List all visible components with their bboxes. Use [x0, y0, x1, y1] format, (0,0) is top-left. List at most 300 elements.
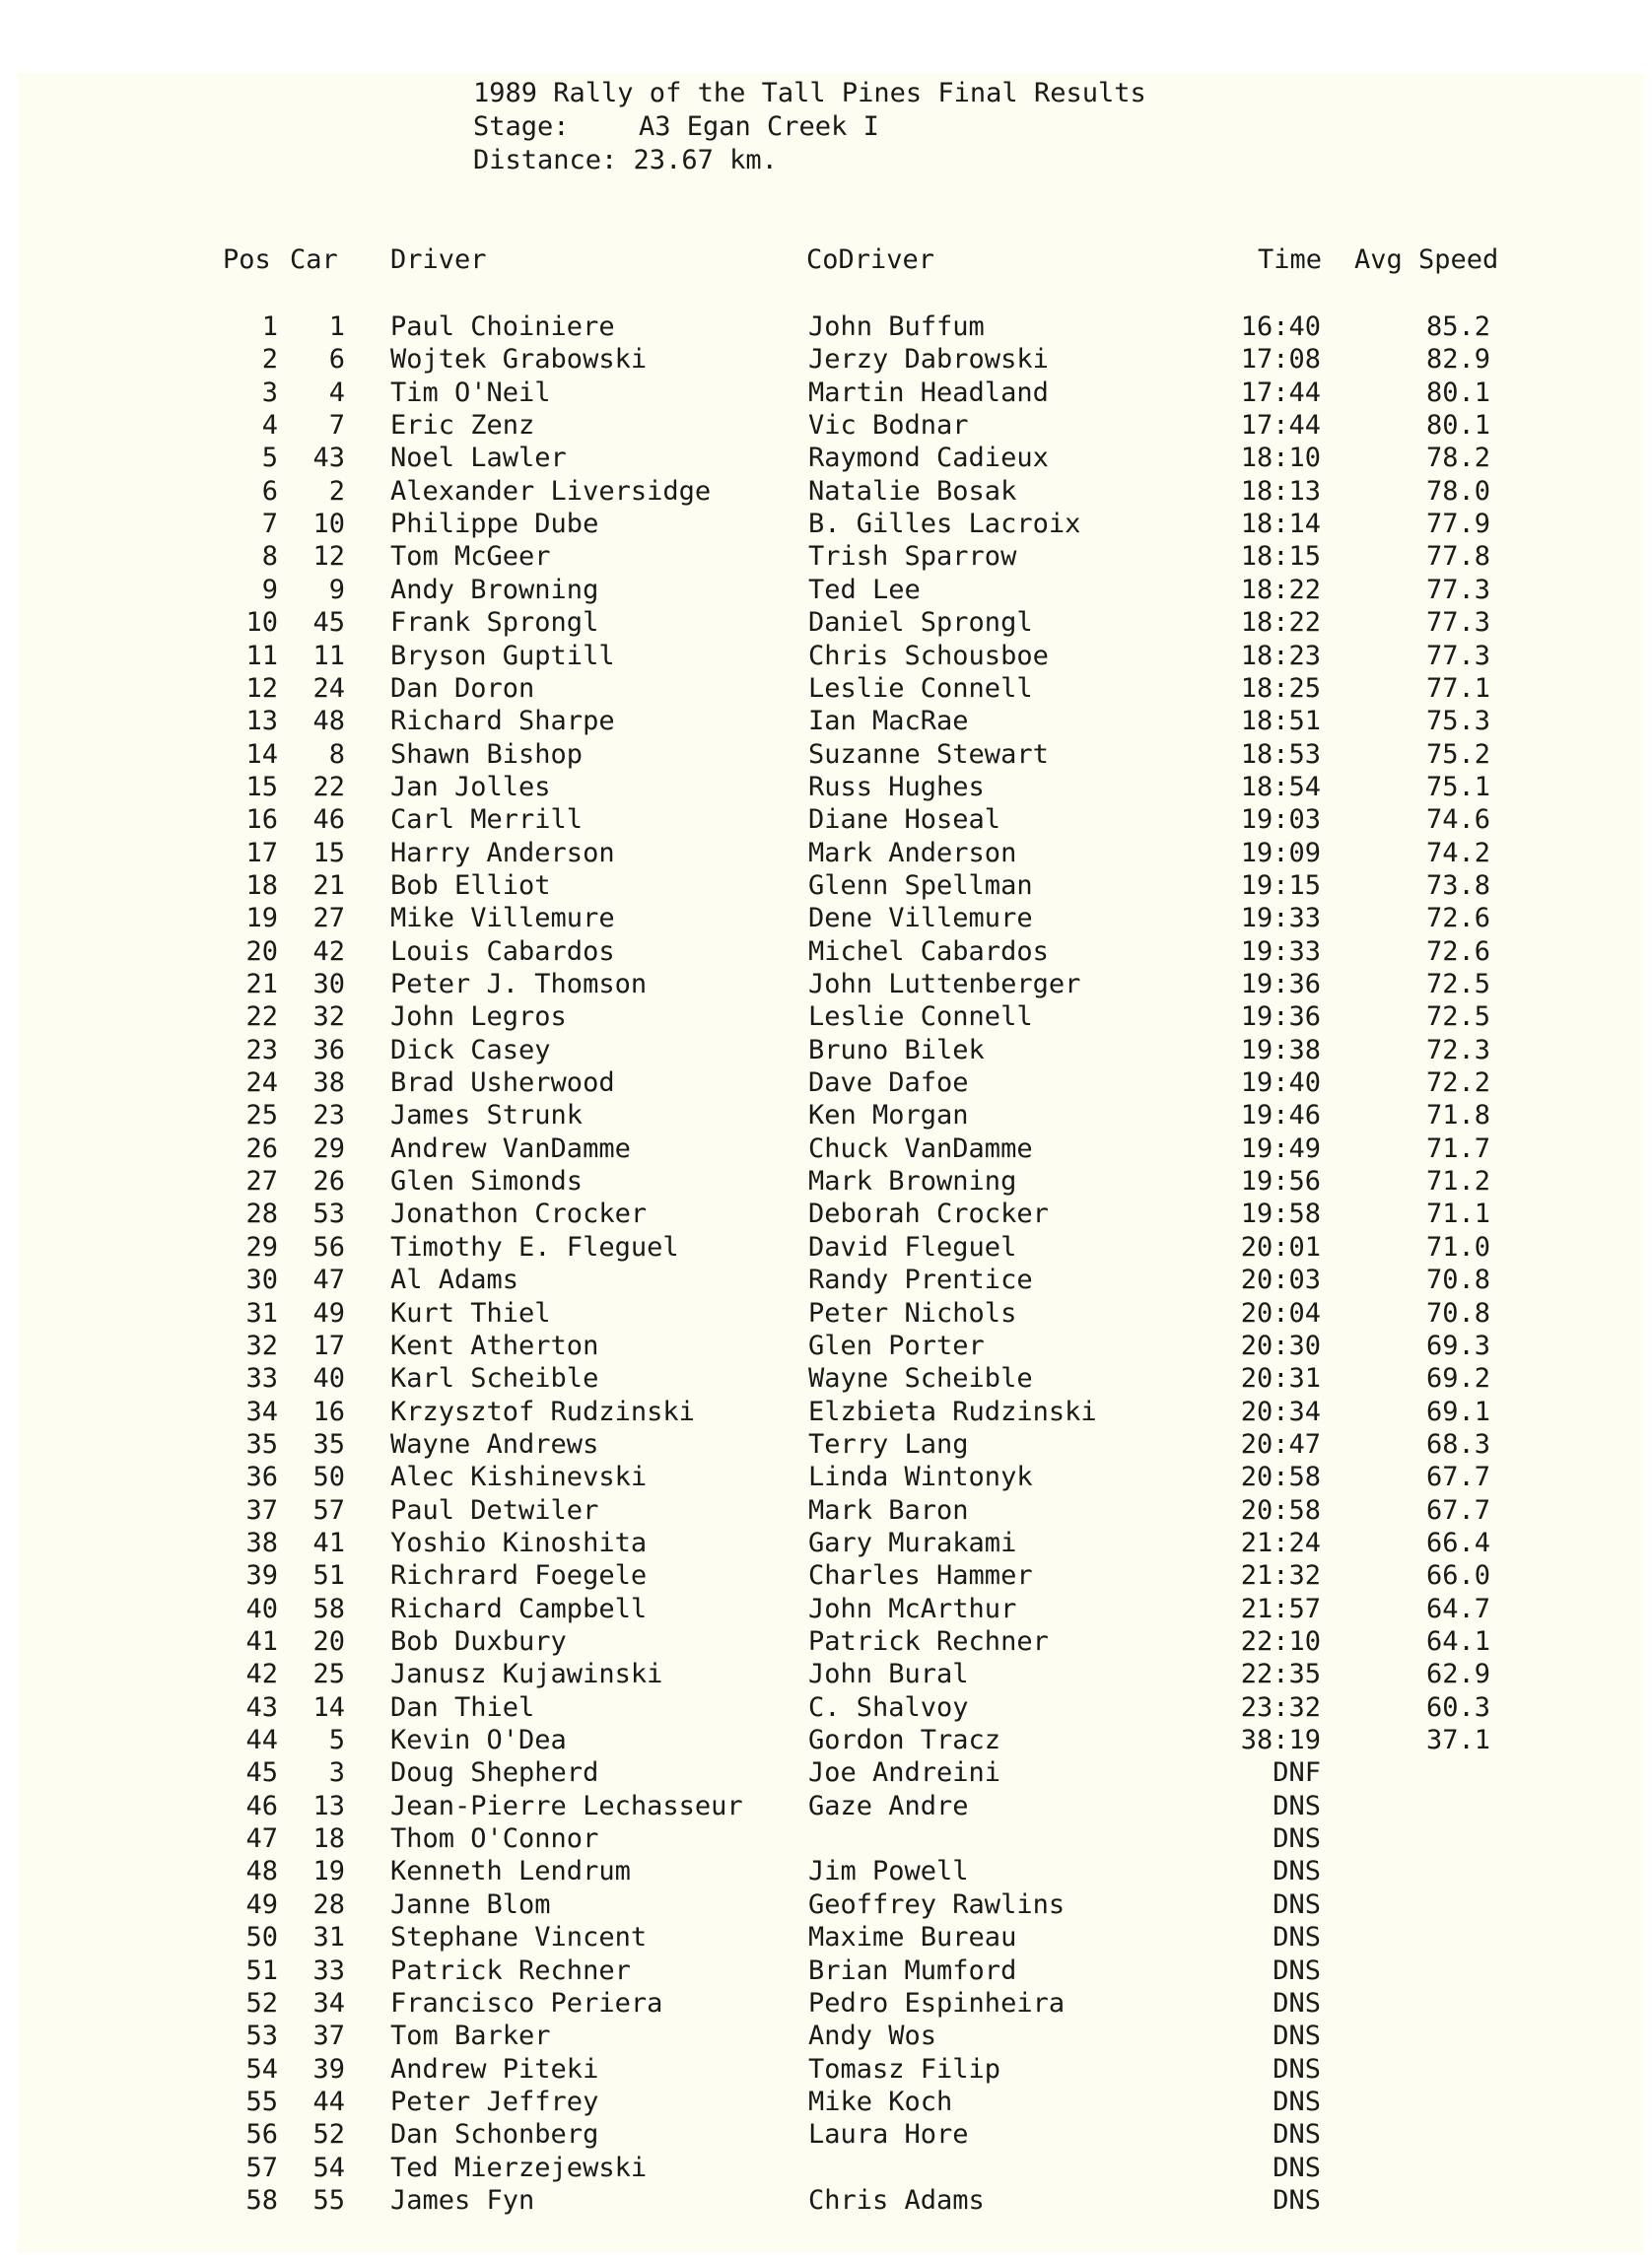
car-cell: 34 [312, 1987, 345, 2019]
pos-cell: 38 [245, 1527, 278, 1558]
table-row [0, 673, 1652, 706]
driver-cell: Kent Atherton [390, 1330, 599, 1361]
codriver-cell: Natalie Bosak [808, 475, 1017, 507]
table-row [0, 1133, 1652, 1166]
codriver-cell: Brian Mumford [808, 1954, 1017, 1986]
table-row [0, 607, 1652, 640]
car-cell: 24 [312, 672, 345, 704]
time-cell: DNS [1273, 1823, 1321, 1855]
car-cell: 15 [312, 837, 345, 868]
avg-speed-cell: 67.7 [1425, 1462, 1490, 1493]
car-cell: 23 [312, 1100, 345, 1132]
car-cell: 35 [312, 1428, 345, 1460]
driver-cell: Ted Mierzejewski [390, 2152, 648, 2183]
driver-cell: Kurt Thiel [390, 1297, 551, 1329]
time-cell: 19:40 [1240, 1067, 1321, 1099]
time-cell: 23:32 [1240, 1691, 1321, 1723]
pos-cell: 31 [245, 1297, 278, 1329]
avg-speed-cell: 80.1 [1425, 410, 1490, 442]
codriver-cell: Jim Powell [808, 1856, 969, 1887]
avg-speed-cell: 64.1 [1425, 1626, 1490, 1657]
time-cell: DNS [1273, 1888, 1321, 1920]
table-row [0, 2153, 1652, 2185]
pos-cell: 2 [261, 344, 278, 376]
time-cell: 19:58 [1240, 1199, 1321, 1230]
codriver-cell: John Buffum [808, 311, 985, 342]
col-header-codriver: CoDriver [806, 244, 935, 275]
driver-cell: Jean-Pierre Lechasseur [390, 1790, 743, 1821]
codriver-cell: Martin Headland [808, 377, 1049, 408]
car-cell: 39 [312, 2053, 345, 2085]
car-cell: 38 [312, 1067, 345, 1099]
table-row [0, 1232, 1652, 1265]
codriver-cell: Ian MacRae [808, 706, 969, 737]
time-cell: 19:46 [1240, 1100, 1321, 1132]
car-cell: 4 [328, 377, 345, 408]
pos-cell: 14 [245, 738, 278, 770]
codriver-cell: John Bural [808, 1659, 969, 1690]
table-row [0, 1166, 1652, 1199]
table-row [0, 1429, 1652, 1462]
col-header-time: Time [1258, 244, 1323, 275]
table-row [0, 838, 1652, 870]
car-cell: 37 [312, 2021, 345, 2052]
time-cell: 19:36 [1240, 969, 1321, 999]
pos-cell: 33 [245, 1363, 278, 1395]
pos-cell: 32 [245, 1330, 278, 1361]
time-cell: 18:15 [1240, 541, 1321, 573]
codriver-cell: Jerzy Dabrowski [808, 344, 1049, 376]
driver-cell: Andrew VanDamme [390, 1132, 631, 1164]
codriver-cell: Russ Hughes [808, 771, 985, 802]
pos-cell: 6 [261, 475, 278, 507]
table-row [0, 476, 1652, 509]
codriver-cell: Laura Hore [808, 2119, 969, 2151]
time-cell: 19:09 [1240, 837, 1321, 868]
avg-speed-cell: 85.2 [1425, 311, 1490, 342]
time-cell: 20:31 [1240, 1363, 1321, 1395]
car-cell: 8 [328, 738, 345, 770]
pos-cell: 24 [245, 1067, 278, 1099]
driver-cell: Karl Scheible [390, 1363, 599, 1395]
time-cell: 18:54 [1240, 771, 1321, 802]
pos-cell: 39 [245, 1560, 278, 1592]
driver-cell: Philippe Dube [390, 509, 599, 540]
car-cell: 58 [312, 1593, 345, 1624]
time-cell: 17:44 [1240, 377, 1321, 408]
driver-cell: Bob Duxbury [390, 1626, 567, 1657]
time-cell: 18:13 [1240, 475, 1321, 507]
car-cell: 49 [312, 1297, 345, 1329]
pos-cell: 1 [261, 311, 278, 342]
driver-cell: Andy Browning [390, 574, 599, 605]
driver-cell: Paul Detwiler [390, 1494, 599, 1526]
avg-speed-cell: 37.1 [1425, 1725, 1490, 1756]
table-row [0, 2054, 1652, 2087]
car-cell: 14 [312, 1691, 345, 1723]
car-cell: 32 [312, 1001, 345, 1033]
driver-cell: Jan Jolles [390, 771, 551, 802]
car-cell: 30 [312, 969, 345, 999]
table-row [0, 344, 1652, 377]
time-cell: DNS [1273, 1790, 1321, 1821]
avg-speed-cell: 77.3 [1425, 640, 1490, 671]
table-row [0, 1298, 1652, 1331]
codriver-cell: John McArthur [808, 1593, 1017, 1624]
codriver-cell: Patrick Rechner [808, 1626, 1049, 1657]
avg-speed-cell: 72.6 [1425, 935, 1490, 967]
table-row [0, 1199, 1652, 1231]
avg-speed-cell: 74.6 [1425, 804, 1490, 836]
table-row [0, 1889, 1652, 1922]
codriver-cell: C. Shalvoy [808, 1691, 969, 1723]
driver-cell: Krzysztof Rudzinski [390, 1396, 695, 1427]
time-cell: 19:15 [1240, 869, 1321, 901]
driver-cell: Patrick Rechner [390, 1954, 631, 1986]
car-cell: 22 [312, 771, 345, 802]
table-row [0, 1626, 1652, 1659]
time-cell: DNS [1273, 2184, 1321, 2216]
time-cell: 19:38 [1240, 1034, 1321, 1065]
pos-cell: 56 [245, 2119, 278, 2151]
driver-cell: Janne Blom [390, 1888, 551, 1920]
avg-speed-cell: 72.5 [1425, 1001, 1490, 1033]
driver-cell: Paul Choiniere [390, 311, 615, 342]
time-cell: 22:10 [1240, 1626, 1321, 1657]
table-row [0, 377, 1652, 410]
table-row [0, 1067, 1652, 1100]
driver-cell: Tim O'Neil [390, 377, 551, 408]
time-cell: DNS [1273, 2086, 1321, 2117]
pos-cell: 47 [245, 1823, 278, 1855]
car-cell: 21 [312, 869, 345, 901]
codriver-cell: David Fleguel [808, 1231, 1017, 1263]
time-cell: 18:53 [1240, 738, 1321, 770]
avg-speed-cell: 72.6 [1425, 903, 1490, 934]
driver-cell: Alec Kishinevski [390, 1462, 648, 1493]
codriver-cell: Gaze Andre [808, 1790, 969, 1821]
table-row [0, 1988, 1652, 2021]
table-row [0, 1100, 1652, 1132]
car-cell: 1 [328, 311, 345, 342]
avg-speed-cell: 78.0 [1425, 475, 1490, 507]
table-row [0, 2087, 1652, 2119]
table-row [0, 1725, 1652, 1757]
car-cell: 13 [312, 1790, 345, 1821]
table-row [0, 410, 1652, 443]
driver-cell: Richard Campbell [390, 1593, 648, 1624]
time-cell: DNS [1273, 1954, 1321, 1986]
pos-cell: 7 [261, 509, 278, 540]
pos-cell: 36 [245, 1462, 278, 1493]
table-row [0, 903, 1652, 935]
pos-cell: 41 [245, 1626, 278, 1657]
time-cell: 20:47 [1240, 1428, 1321, 1460]
pos-cell: 53 [245, 2021, 278, 2052]
pos-cell: 54 [245, 2053, 278, 2085]
table-row [0, 1856, 1652, 1888]
avg-speed-cell: 64.7 [1425, 1593, 1490, 1624]
codriver-cell: Michel Cabardos [808, 935, 1049, 967]
time-cell: 19:33 [1240, 935, 1321, 967]
driver-cell: Thom O'Connor [390, 1823, 599, 1855]
pos-cell: 19 [245, 903, 278, 934]
codriver-cell: Maxime Bureau [808, 1922, 1017, 1954]
driver-cell: Dick Casey [390, 1034, 551, 1065]
table-row [0, 772, 1652, 804]
driver-cell: Dan Doron [390, 672, 535, 704]
codriver-cell: Deborah Crocker [808, 1199, 1049, 1230]
car-cell: 44 [312, 2086, 345, 2117]
avg-speed-cell: 69.3 [1425, 1330, 1490, 1361]
driver-cell: John Legros [390, 1001, 567, 1033]
table-row [0, 2021, 1652, 2053]
table-row [0, 443, 1652, 475]
time-cell: 21:32 [1240, 1560, 1321, 1592]
car-cell: 47 [312, 1265, 345, 1296]
codriver-cell: Geoffrey Rawlins [808, 1888, 1066, 1920]
car-cell: 51 [312, 1560, 345, 1592]
driver-cell: Wojtek Grabowski [390, 344, 648, 376]
table-row [0, 1791, 1652, 1823]
col-header-avg-speed: Avg Speed [1354, 244, 1499, 275]
avg-speed-cell: 78.2 [1425, 443, 1490, 474]
table-row [0, 936, 1652, 969]
car-cell: 7 [328, 410, 345, 442]
pos-cell: 9 [261, 574, 278, 605]
distance-line: Distance: 23.67 km. [473, 145, 778, 175]
time-cell: 17:44 [1240, 410, 1321, 442]
car-cell: 5 [328, 1725, 345, 1756]
codriver-cell: Suzanne Stewart [808, 738, 1049, 770]
pos-cell: 40 [245, 1593, 278, 1624]
avg-speed-cell: 72.5 [1425, 969, 1490, 999]
time-cell: 20:03 [1240, 1265, 1321, 1296]
codriver-cell: Chris Schousboe [808, 640, 1049, 671]
avg-speed-cell: 77.9 [1425, 509, 1490, 540]
driver-cell: Peter J. Thomson [390, 969, 648, 999]
time-cell: DNS [1273, 2021, 1321, 2052]
avg-speed-cell: 71.0 [1425, 1231, 1490, 1263]
time-cell: 18:23 [1240, 640, 1321, 671]
table-row [0, 1462, 1652, 1494]
codriver-cell: Daniel Sprongl [808, 607, 1033, 639]
codriver-cell: Tomasz Filip [808, 2053, 1001, 2085]
codriver-cell: Andy Wos [808, 2021, 937, 2052]
avg-speed-cell: 69.1 [1425, 1396, 1490, 1427]
driver-cell: Stephane Vincent [390, 1922, 648, 1954]
time-cell: 19:56 [1240, 1166, 1321, 1198]
avg-speed-cell: 72.3 [1425, 1034, 1490, 1065]
codriver-cell: Chuck VanDamme [808, 1132, 1033, 1164]
codriver-cell: Ted Lee [808, 574, 921, 605]
pos-cell: 4 [261, 410, 278, 442]
car-cell: 6 [328, 344, 345, 376]
time-cell: DNS [1273, 2053, 1321, 2085]
page-title: 1989 Rally of the Tall Pines Final Results [473, 78, 1146, 108]
car-cell: 52 [312, 2119, 345, 2151]
car-cell: 46 [312, 804, 345, 836]
time-cell: DNS [1273, 1922, 1321, 1954]
driver-cell: Peter Jeffrey [390, 2086, 599, 2117]
car-cell: 54 [312, 2152, 345, 2183]
avg-speed-cell: 71.2 [1425, 1166, 1490, 1198]
pos-cell: 50 [245, 1922, 278, 1954]
pos-cell: 43 [245, 1691, 278, 1723]
pos-cell: 52 [245, 1987, 278, 2019]
car-cell: 12 [312, 541, 345, 573]
codriver-cell: Bruno Bilek [808, 1034, 985, 1065]
avg-speed-cell: 75.1 [1425, 771, 1490, 802]
codriver-cell: Joe Andreini [808, 1757, 1001, 1789]
avg-speed-cell: 72.2 [1425, 1067, 1490, 1099]
codriver-cell: Linda Wintonyk [808, 1462, 1033, 1493]
driver-cell: Noel Lawler [390, 443, 567, 474]
table-row [0, 1922, 1652, 1954]
table-row [0, 1955, 1652, 1988]
car-cell: 57 [312, 1494, 345, 1526]
time-cell: 20:34 [1240, 1396, 1321, 1427]
driver-cell: Bryson Guptill [390, 640, 615, 671]
col-header-pos: Pos [223, 244, 271, 275]
avg-speed-cell: 77.3 [1425, 607, 1490, 639]
table-row [0, 1594, 1652, 1626]
car-cell: 29 [312, 1132, 345, 1164]
avg-speed-cell: 70.8 [1425, 1297, 1490, 1329]
avg-speed-cell: 70.8 [1425, 1265, 1490, 1296]
car-cell: 41 [312, 1527, 345, 1558]
car-cell: 9 [328, 574, 345, 605]
codriver-cell: Gary Murakami [808, 1527, 1017, 1558]
table-row [0, 1265, 1652, 1297]
time-cell: DNS [1273, 1987, 1321, 2019]
car-cell: 33 [312, 1954, 345, 1986]
pos-cell: 58 [245, 2184, 278, 2216]
table-row [0, 706, 1652, 738]
table-row [0, 1692, 1652, 1725]
driver-cell: James Fyn [390, 2184, 535, 2216]
car-cell: 11 [312, 640, 345, 671]
codriver-cell: Randy Prentice [808, 1265, 1033, 1296]
codriver-cell: John Luttenberger [808, 969, 1081, 999]
codriver-cell: Mark Anderson [808, 837, 1017, 868]
time-cell: 22:35 [1240, 1659, 1321, 1690]
pos-cell: 55 [245, 2086, 278, 2117]
avg-speed-cell: 74.2 [1425, 837, 1490, 868]
codriver-cell: Gordon Tracz [808, 1725, 1001, 1756]
avg-speed-cell: 75.2 [1425, 738, 1490, 770]
codriver-cell: Raymond Cadieux [808, 443, 1049, 474]
table-row [0, 804, 1652, 837]
avg-speed-cell: 66.0 [1425, 1560, 1490, 1592]
time-cell: 20:04 [1240, 1297, 1321, 1329]
codriver-cell: Dave Dafoe [808, 1067, 969, 1099]
car-cell: 20 [312, 1626, 345, 1657]
pos-cell: 18 [245, 869, 278, 901]
car-cell: 27 [312, 903, 345, 934]
time-cell: DNS [1273, 2119, 1321, 2151]
time-cell: 21:24 [1240, 1527, 1321, 1558]
table-row [0, 1331, 1652, 1363]
avg-speed-cell: 71.8 [1425, 1100, 1490, 1132]
pos-cell: 42 [245, 1659, 278, 1690]
pos-cell: 15 [245, 771, 278, 802]
time-cell: 18:22 [1240, 574, 1321, 605]
driver-cell: Richrard Foegele [390, 1560, 648, 1592]
table-row [0, 1035, 1652, 1067]
car-cell: 43 [312, 443, 345, 474]
pos-cell: 44 [245, 1725, 278, 1756]
codriver-cell: Vic Bodnar [808, 410, 969, 442]
pos-cell: 23 [245, 1034, 278, 1065]
stage-label: Stage: [473, 111, 570, 142]
pos-cell: 22 [245, 1001, 278, 1033]
codriver-cell: Leslie Connell [808, 1001, 1033, 1033]
codriver-cell: Ken Morgan [808, 1100, 969, 1132]
pos-cell: 49 [245, 1888, 278, 1920]
car-cell: 3 [328, 1757, 345, 1789]
codriver-cell: B. Gilles Lacroix [808, 509, 1081, 540]
car-cell: 48 [312, 706, 345, 737]
table-row [0, 1757, 1652, 1790]
time-cell: 20:58 [1240, 1494, 1321, 1526]
time-cell: 19:33 [1240, 903, 1321, 934]
codriver-cell: Wayne Scheible [808, 1363, 1033, 1395]
time-cell: 18:14 [1240, 509, 1321, 540]
avg-speed-cell: 77.3 [1425, 574, 1490, 605]
table-row [0, 641, 1652, 673]
driver-cell: Alexander Liversidge [390, 475, 712, 507]
driver-cell: Shawn Bishop [390, 738, 584, 770]
codriver-cell: Diane Hoseal [808, 804, 1001, 836]
pos-cell: 51 [245, 1954, 278, 1986]
driver-cell: Louis Cabardos [390, 935, 615, 967]
time-cell: 18:51 [1240, 706, 1321, 737]
time-cell: 20:01 [1240, 1231, 1321, 1263]
driver-cell: Mike Villemure [390, 903, 615, 934]
driver-cell: Andrew Piteki [390, 2053, 599, 2085]
driver-cell: Kevin O'Dea [390, 1725, 567, 1756]
pos-cell: 11 [245, 640, 278, 671]
table-row [0, 739, 1652, 772]
time-cell: DNF [1273, 1757, 1321, 1789]
avg-speed-cell: 77.1 [1425, 672, 1490, 704]
driver-cell: James Strunk [390, 1100, 584, 1132]
driver-cell: Yoshio Kinoshita [390, 1527, 648, 1558]
pos-cell: 16 [245, 804, 278, 836]
table-row [0, 509, 1652, 541]
time-cell: 16:40 [1240, 311, 1321, 342]
avg-speed-cell: 68.3 [1425, 1428, 1490, 1460]
avg-speed-cell: 62.9 [1425, 1659, 1490, 1690]
pos-cell: 13 [245, 706, 278, 737]
table-row [0, 2185, 1652, 2218]
avg-speed-cell: 71.7 [1425, 1132, 1490, 1164]
car-cell: 31 [312, 1922, 345, 1954]
driver-cell: Wayne Andrews [390, 1428, 599, 1460]
pos-cell: 17 [245, 837, 278, 868]
time-cell: 20:30 [1240, 1330, 1321, 1361]
pos-cell: 30 [245, 1265, 278, 1296]
table-row [0, 541, 1652, 574]
pos-cell: 5 [261, 443, 278, 474]
avg-speed-cell: 66.4 [1425, 1527, 1490, 1558]
pos-cell: 57 [245, 2152, 278, 2183]
pos-cell: 34 [245, 1396, 278, 1427]
pos-cell: 28 [245, 1199, 278, 1230]
avg-speed-cell: 71.1 [1425, 1199, 1490, 1230]
car-cell: 26 [312, 1166, 345, 1198]
